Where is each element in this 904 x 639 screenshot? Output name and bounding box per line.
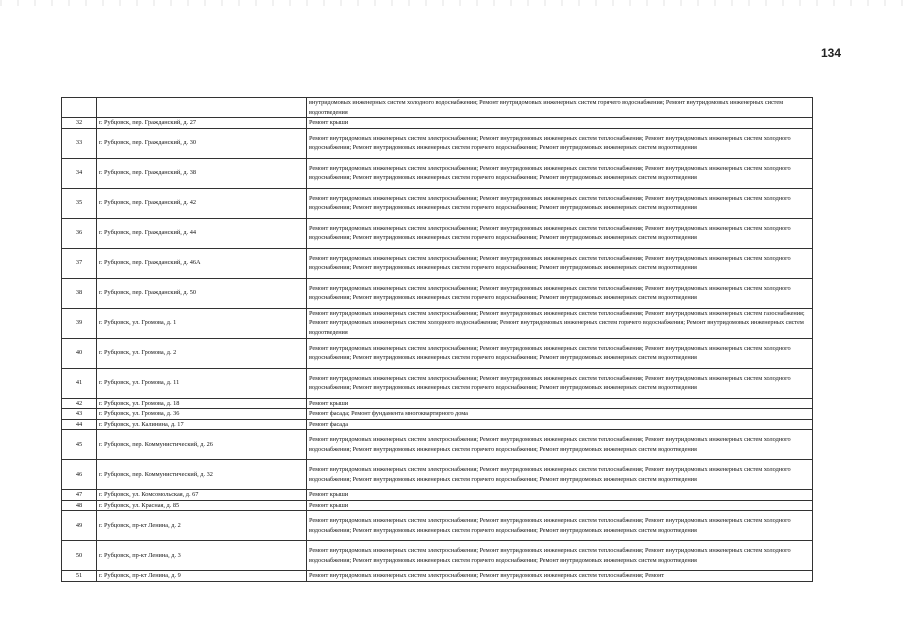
- scan-edge-noise: [0, 0, 904, 6]
- table-row: [62, 430, 813, 460]
- table-row: [62, 490, 813, 501]
- row-address: г. Рубцовск, пер. Гражданский, д. 27: [97, 118, 307, 129]
- row-number: 36: [62, 218, 97, 248]
- table-body: [62, 98, 813, 582]
- row-number: 39: [62, 308, 97, 338]
- row-number: 45: [62, 430, 97, 460]
- row-number: 43: [62, 409, 97, 420]
- row-work-description: Ремонт фасада: [307, 419, 813, 430]
- row-work-description: Ремонт внутридомовых инженерных систем электроснабжения; Ремонт внутридомовых инженерных систем теплоснабжения; Ремонт внутридомовых инженерных систем газоснабжения; Ремонт внутридомовых инженерных систем холодного водоснабжения; Ремонт внутридомовых инженерных систем горячего водоснабжения; Ремонт внутридомовых инженерных систем водоотведения: [307, 308, 813, 338]
- page-number: 134: [821, 46, 842, 60]
- row-work-description: Ремонт внутридомовых инженерных систем электроснабжения; Ремонт внутридомовых инженерных систем теплоснабжения; Ремонт внутридомовых инженерных систем холодного водоснабжения; Ремонт внутридомовых инженерных систем горячего водоснабжения; Ремонт внутридомовых инженерных систем водоотведения: [307, 368, 813, 398]
- row-address: г. Рубцовск, ул. Громова, д. 36: [97, 409, 307, 420]
- row-work-description: Ремонт внутридомовых инженерных систем электроснабжения; Ремонт внутридомовых инженерных систем теплоснабжения; Ремонт внутридомовых инженерных систем холодного водоснабжения; Ремонт внутридомовых инженерных систем горячего водоснабжения; Ремонт внутридомовых инженерных систем водоотведения: [307, 188, 813, 218]
- row-address: г. Рубцовск, ул. Калинина, д. 17: [97, 419, 307, 430]
- row-work-description: Ремонт крыши: [307, 118, 813, 129]
- row-work-description: Ремонт фасада; Ремонт фундамента многоквартирного дома: [307, 409, 813, 420]
- table-row: [62, 398, 813, 409]
- row-address: г. Рубцовск, ул. Громова, д. 1: [97, 308, 307, 338]
- table-row: [62, 571, 813, 582]
- row-address: [97, 98, 307, 118]
- row-work-description: Ремонт внутридомовых инженерных систем электроснабжения; Ремонт внутридомовых инженерных систем теплоснабжения; Ремонт: [307, 571, 813, 582]
- row-work-description: Ремонт внутридомовых инженерных систем электроснабжения; Ремонт внутридомовых инженерных систем теплоснабжения; Ремонт внутридомовых инженерных систем холодного водоснабжения; Ремонт внутридомовых инженерных систем горячего водоснабжения; Ремонт внутридомовых инженерных систем водоотведения: [307, 460, 813, 490]
- row-work-description: Ремонт внутридомовых инженерных систем электроснабжения; Ремонт внутридомовых инженерных систем теплоснабжения; Ремонт внутридомовых инженерных систем холодного водоснабжения; Ремонт внутридомовых инженерных систем горячего водоснабжения; Ремонт внутридомовых инженерных систем водоотведения: [307, 278, 813, 308]
- row-address: г. Рубцовск, ул. Громова, д. 2: [97, 338, 307, 368]
- row-work-description: Ремонт внутридомовых инженерных систем электроснабжения; Ремонт внутридомовых инженерных систем теплоснабжения; Ремонт внутридомовых инженерных систем холодного водоснабжения; Ремонт внутридомовых инженерных систем горячего водоснабжения; Ремонт внутридомовых инженерных систем водоотведения: [307, 218, 813, 248]
- row-address: г. Рубцовск, пер. Гражданский, д. 46А: [97, 248, 307, 278]
- table-row: [62, 128, 813, 158]
- row-work-description: Ремонт внутридомовых инженерных систем электроснабжения; Ремонт внутридомовых инженерных систем теплоснабжения; Ремонт внутридомовых инженерных систем холодного водоснабжения; Ремонт внутридомовых инженерных систем горячего водоснабжения; Ремонт внутридомовых инженерных систем водоотведения: [307, 248, 813, 278]
- row-address: г. Рубцовск, ул. Комсомольская, д. 67: [97, 490, 307, 501]
- row-number: 37: [62, 248, 97, 278]
- row-work-description: внутридомовых инженерных систем холодного водоснабжения; Ремонт внутридомовых инженерных систем горячего водоснабжения; Ремонт внутридомовых инженерных систем водоотведения: [307, 98, 813, 118]
- table-row: [62, 338, 813, 368]
- row-number: 51: [62, 571, 97, 582]
- row-work-description: Ремонт внутридомовых инженерных систем электроснабжения; Ремонт внутридомовых инженерных систем теплоснабжения; Ремонт внутридомовых инженерных систем холодного водоснабжения; Ремонт внутридомовых инженерных систем горячего водоснабжения; Ремонт внутридомовых инженерных систем водоотведения: [307, 158, 813, 188]
- row-number: 38: [62, 278, 97, 308]
- table-row: [62, 541, 813, 571]
- table-row: [62, 409, 813, 420]
- row-address: г. Рубцовск, пер. Гражданский, д. 50: [97, 278, 307, 308]
- row-work-description: Ремонт внутридомовых инженерных систем электроснабжения; Ремонт внутридомовых инженерных систем теплоснабжения; Ремонт внутридомовых инженерных систем холодного водоснабжения; Ремонт внутридомовых инженерных систем горячего водоснабжения; Ремонт внутридомовых инженерных систем водоотведения: [307, 430, 813, 460]
- row-address: г. Рубцовск, пер. Гражданский, д. 30: [97, 128, 307, 158]
- row-number: [62, 98, 97, 118]
- table-row: [62, 188, 813, 218]
- row-number: 42: [62, 398, 97, 409]
- row-address: г. Рубцовск, пр-кт Ленина, д. 9: [97, 571, 307, 582]
- row-number: 33: [62, 128, 97, 158]
- table-row: [62, 248, 813, 278]
- row-address: г. Рубцовск, пер. Коммунистический, д. 26: [97, 430, 307, 460]
- row-number: 44: [62, 419, 97, 430]
- row-address: г. Рубцовск, пр-кт Ленина, д. 2: [97, 511, 307, 541]
- row-address: г. Рубцовск, ул. Красная, д. 85: [97, 500, 307, 511]
- row-number: 49: [62, 511, 97, 541]
- repair-works-table: [61, 97, 813, 582]
- row-work-description: Ремонт внутридомовых инженерных систем электроснабжения; Ремонт внутридомовых инженерных систем теплоснабжения; Ремонт внутридомовых инженерных систем холодного водоснабжения; Ремонт внутридомовых инженерных систем горячего водоснабжения; Ремонт внутридомовых инженерных систем водоотведения: [307, 511, 813, 541]
- table-row: [62, 118, 813, 129]
- row-number: 32: [62, 118, 97, 129]
- row-number: 40: [62, 338, 97, 368]
- row-work-description: Ремонт крыши: [307, 500, 813, 511]
- row-address: г. Рубцовск, пер. Гражданский, д. 38: [97, 158, 307, 188]
- row-work-description: Ремонт крыши: [307, 490, 813, 501]
- table-row: [62, 308, 813, 338]
- table-row: [62, 218, 813, 248]
- row-number: 34: [62, 158, 97, 188]
- table-row: [62, 278, 813, 308]
- table-row: [62, 460, 813, 490]
- row-address: г. Рубцовск, пер. Коммунистический, д. 32: [97, 460, 307, 490]
- table-row: [62, 98, 813, 118]
- row-number: 48: [62, 500, 97, 511]
- row-number: 35: [62, 188, 97, 218]
- row-address: г. Рубцовск, ул. Громова, д. 11: [97, 368, 307, 398]
- row-address: г. Рубцовск, ул. Громова, д. 18: [97, 398, 307, 409]
- table-row: [62, 500, 813, 511]
- row-work-description: Ремонт внутридомовых инженерных систем электроснабжения; Ремонт внутридомовых инженерных систем теплоснабжения; Ремонт внутридомовых инженерных систем холодного водоснабжения; Ремонт внутридомовых инженерных систем горячего водоснабжения; Ремонт внутридомовых инженерных систем водоотведения: [307, 128, 813, 158]
- row-number: 46: [62, 460, 97, 490]
- table-row: [62, 158, 813, 188]
- row-number: 50: [62, 541, 97, 571]
- row-address: г. Рубцовск, пер. Гражданский, д. 44: [97, 218, 307, 248]
- row-address: г. Рубцовск, пер. Гражданский, д. 42: [97, 188, 307, 218]
- row-work-description: Ремонт внутридомовых инженерных систем электроснабжения; Ремонт внутридомовых инженерных систем теплоснабжения; Ремонт внутридомовых инженерных систем холодного водоснабжения; Ремонт внутридомовых инженерных систем горячего водоснабжения; Ремонт внутридомовых инженерных систем водоотведения: [307, 541, 813, 571]
- row-number: 41: [62, 368, 97, 398]
- table-row: [62, 368, 813, 398]
- table-row: [62, 511, 813, 541]
- row-address: г. Рубцовск, пр-кт Ленина, д. 3: [97, 541, 307, 571]
- row-number: 47: [62, 490, 97, 501]
- table-row: [62, 419, 813, 430]
- row-work-description: Ремонт крыши: [307, 398, 813, 409]
- row-work-description: Ремонт внутридомовых инженерных систем электроснабжения; Ремонт внутридомовых инженерных систем теплоснабжения; Ремонт внутридомовых инженерных систем холодного водоснабжения; Ремонт внутридомовых инженерных систем горячего водоснабжения; Ремонт внутридомовых инженерных систем водоотведения: [307, 338, 813, 368]
